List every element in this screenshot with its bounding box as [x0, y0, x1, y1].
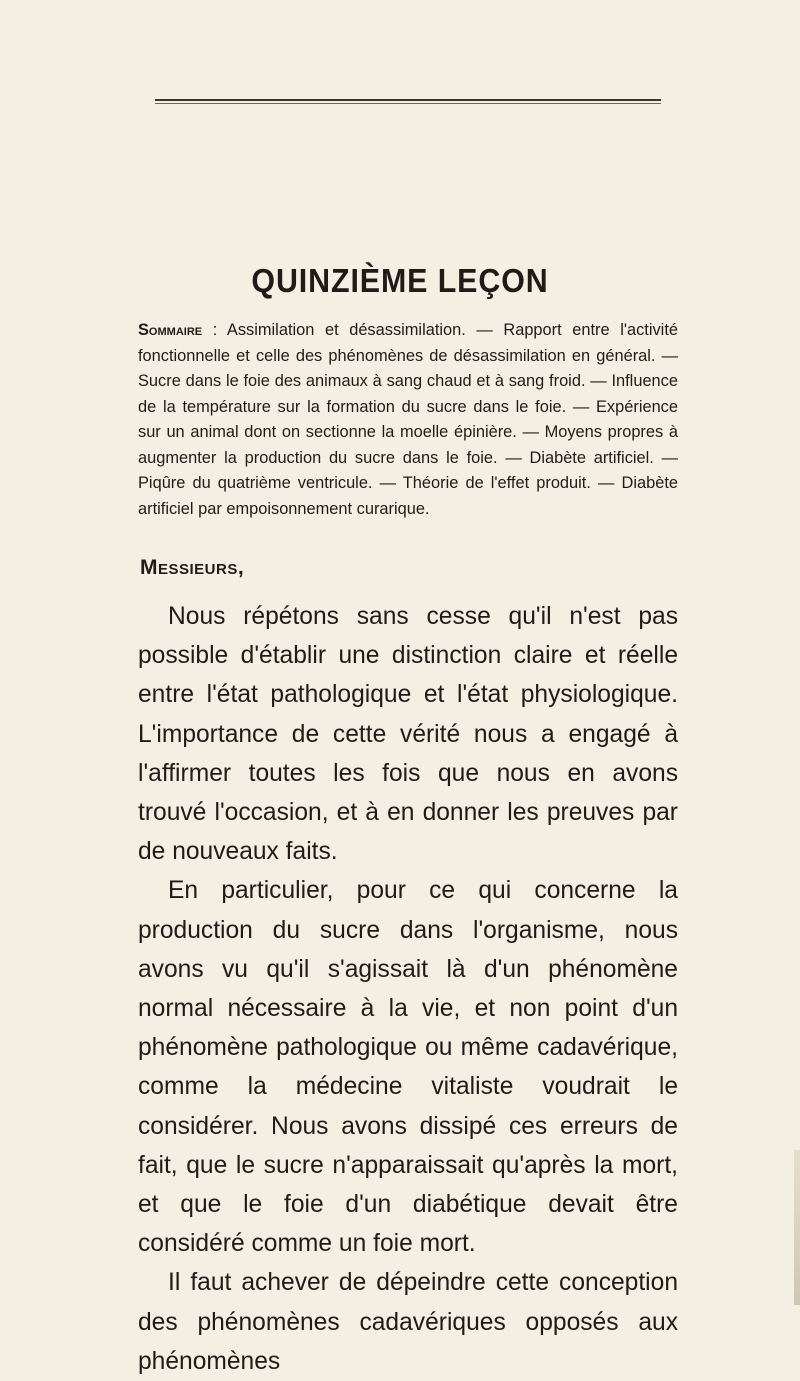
top-rule [155, 99, 661, 101]
salutation: Messieurs, [140, 556, 245, 579]
top-rule-thin [155, 103, 661, 104]
paragraph-1: Nous répétons sans cesse qu'il n'est pas possible d'établir une distinction claire et réelle entre l'état pathologique et l'état physiologique. L'importance de cette vérité nous a engagé à l'affirmer toutes les fois que nous en avons trouvé l'occasion, et à en donner les preuves par de nouveaux faits. [138, 603, 678, 866]
paragraph-2: En particulier, pour ce qui concerne la production du sucre dans l'organisme, nous avons vu qu'il s'agissait là d'un phénomène normal nécessaire à la vie, et non point d'un phénomène pathologique ou même cadavérique, comme la médecine vitaliste voudrait le considérer. Nous avons dissipé ces erreurs de fait, que le sucre n'apparaissait qu'après la mort, et que le foie d'un diabétique devait être considéré comme un foie mort. [138, 877, 678, 1258]
summary-text: : Assimilation et désassimilation. — Rapport entre l'activité fonctionnelle et celle des phénomènes de désassimilation en général. — Sucre dans le foie des animaux à sang chaud et à sang froid. — Influence de la température sur la formation du sucre dans le foie. — Expérience sur un animal dont on sectionne la moelle épinière. — Moyens propres à augmenter la production du sucre dans le foie. — Diabète artificiel. — Piqûre du quatrième ventricule. — Théorie de l'effet produit. — Diabète artificiel par empoisonnement curarique. [138, 321, 678, 518]
paragraph-3: Il faut achever de dépeindre cette conception des phénomènes cadavériques opposés aux phénomènes [138, 1269, 678, 1375]
page-edge-shadow [794, 1150, 800, 1305]
chapter-title: QUINZIÈME LEÇON [251, 262, 549, 299]
chapter-summary [138, 318, 678, 522]
summary-lead: Sommaire [138, 321, 203, 339]
body-text [138, 597, 678, 1381]
